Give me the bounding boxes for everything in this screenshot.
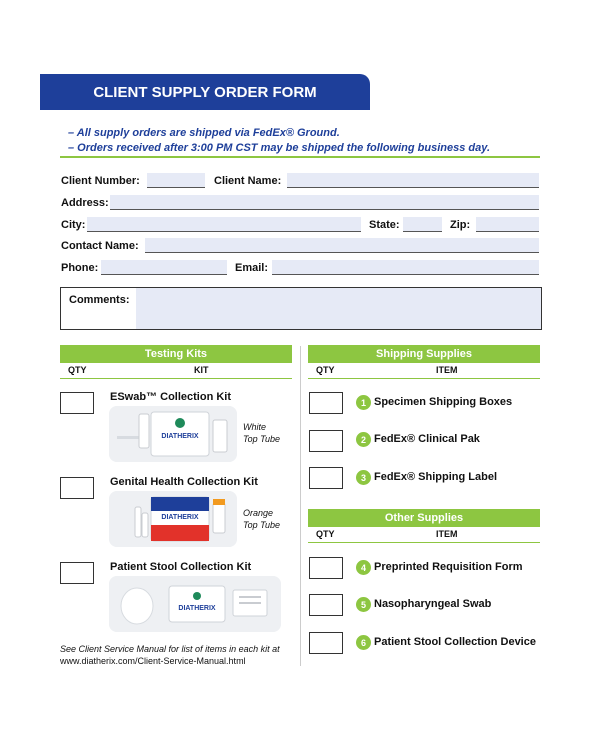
eswab-kit-tube-note [243,421,280,445]
other-supplies-item-header: ITEM [436,529,458,539]
address-label: Address: [61,197,109,209]
shipping-boxes-label: Specimen Shipping Boxes [374,396,513,408]
eswab-kit-qty-input[interactable] [60,392,94,414]
item-number-badge: 4 [356,560,371,575]
phone-label: Phone: [61,262,99,274]
comments-box [60,287,542,330]
item-number-badge: 2 [356,432,371,447]
item-number-badge: 1 [356,395,371,410]
stool-kit-qty-input[interactable] [60,562,94,584]
eswab-kit-brand: DIATHERIX [161,433,199,440]
requisition-form-qty-input[interactable] [309,557,343,579]
contact-name-label: Contact Name: [61,240,139,252]
eswab-kit-photo [109,406,237,462]
shipping-note-2: – Orders received after 3:00 PM CST may be shipped the following business day. [68,142,490,154]
clinical-pak-label: FedEx® Clinical Pak [374,433,480,445]
genital-kit-tube-note [243,507,280,531]
clinical-pak-qty-input[interactable] [309,430,343,452]
comments-label: Comments: [69,294,130,306]
stool-device-qty-input[interactable] [309,632,343,654]
address-input[interactable] [110,195,539,210]
divider [308,542,540,543]
client-name-input[interactable] [287,173,539,188]
genital-kit-photo [109,491,237,547]
shipping-supplies-item-header: ITEM [436,365,458,375]
shipping-label-label: FedEx® Shipping Label [374,471,498,483]
genital-kit-qty-input[interactable] [60,477,94,499]
shipping-label-qty-input[interactable] [309,467,343,489]
testing-kits-qty-header: QTY [68,365,87,375]
eswab-kit-tube-color: White [243,422,267,432]
shipping-boxes-qty-input[interactable] [309,392,343,414]
kit-footnote-text: See Client Service Manual for list of items in each kit at [60,644,280,654]
other-supplies-qty-header: QTY [316,529,335,539]
email-label: Email: [235,262,269,274]
shipping-note-1: – All supply orders are shipped via FedEx® Ground. [68,127,340,139]
stool-kit-name: Patient Stool Collection Kit [110,561,252,573]
divider [60,156,540,158]
column-divider [300,346,301,666]
zip-input[interactable] [476,217,539,232]
testing-kits-heading: Testing Kits [60,345,292,363]
eswab-kit-name: ESwab™ Collection Kit [110,391,232,403]
genital-kit-tube-color: Orange [243,508,274,518]
stool-device-label: Patient Stool Collection Device [374,636,536,648]
item-number-badge: 5 [356,597,371,612]
client-number-input[interactable] [147,173,205,188]
client-service-manual-link[interactable]: www.diatherix.com/Client-Service-Manual.html [60,656,246,666]
requisition-form-label: Preprinted Requisition Form [374,561,523,573]
zip-label: Zip: [450,219,471,231]
city-input[interactable] [87,217,361,232]
nasopharyngeal-swab-qty-input[interactable] [309,594,343,616]
contact-name-input[interactable] [145,238,539,253]
state-label: State: [369,219,400,231]
item-number-badge: 3 [356,470,371,485]
testing-kits-kit-header: KIT [194,365,209,375]
genital-kit-illustration [109,491,237,547]
form-title: CLIENT SUPPLY ORDER FORM [40,74,370,110]
item-number-badge: 6 [356,635,371,650]
eswab-kit-illustration [109,406,237,462]
genital-kit-name: Genital Health Collection Kit [110,476,258,488]
shipping-supplies-qty-header: QTY [316,365,335,375]
nasopharyngeal-swab-label: Nasopharyngeal Swab [374,598,492,610]
city-label: City: [61,219,86,231]
other-supplies-heading: Other Supplies [308,509,540,527]
stool-kit-illustration [109,576,281,632]
stool-kit-brand: DIATHERIX [178,605,216,612]
genital-kit-tube-type: Top Tube [243,520,281,530]
shipping-notes [68,126,490,156]
shipping-supplies-heading: Shipping Supplies [308,345,540,363]
eswab-kit-tube-type: Top Tube [243,434,281,444]
email-input[interactable] [272,260,539,275]
genital-kit-brand: DIATHERIX [161,514,199,521]
stool-kit-photo [109,576,281,632]
phone-input[interactable] [101,260,227,275]
client-name-label: Client Name: [214,175,282,187]
comments-input[interactable] [136,288,541,329]
kit-footnote [60,643,280,667]
divider [308,378,540,379]
state-input[interactable] [403,217,442,232]
divider [60,378,292,379]
client-number-label: Client Number: [61,175,140,187]
